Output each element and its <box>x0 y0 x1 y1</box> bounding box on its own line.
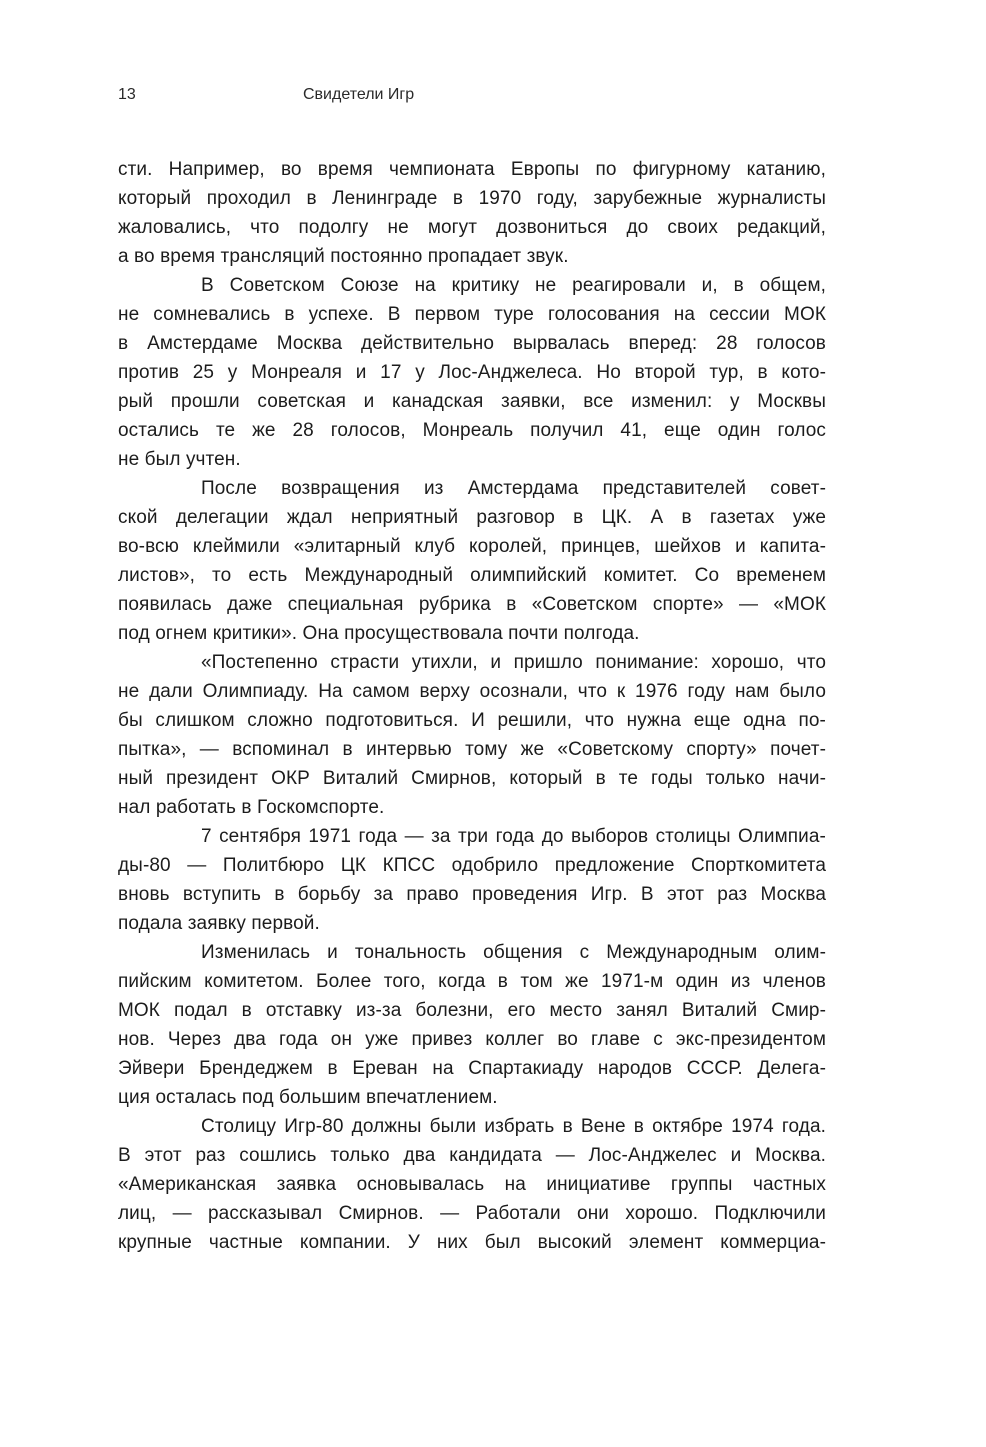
text-line: не был учтен. <box>118 449 241 470</box>
text-line: бы слишком сложно подготовиться. И решили, что нужна еще одна по- <box>118 710 826 731</box>
text-line: в Амстердаме Москва действительно вырвалась вперед: 28 голосов <box>118 333 826 354</box>
text-line: «Американская заявка основывалась на инициативе группы частных <box>118 1174 826 1195</box>
text-line: После возвращения из Амстердама представителей совет- <box>201 478 826 499</box>
text-line: листов», то есть Международный олимпийский комитет. Со временем <box>118 565 826 586</box>
paragraph <box>118 271 826 474</box>
text-line: во-всю клеймили «элитарный клуб королей, принцев, шейхов и капита- <box>118 536 826 557</box>
text-line: не сомневались в успехе. В первом туре голосования на сессии МОК <box>118 304 826 325</box>
paragraph <box>118 822 826 938</box>
paragraph <box>118 155 826 271</box>
text-line: нов. Через два года он уже привез коллег во главе с экс-президентом <box>118 1029 826 1050</box>
text-line: лиц, — рассказывал Смирнов. — Работали они хорошо. Подключили <box>118 1203 826 1224</box>
body-text <box>118 155 826 1257</box>
text-line: Изменилась и тональность общения с Международным олим- <box>201 942 826 963</box>
text-line: сти. Например, во время чемпионата Европы по фигурному катанию, <box>118 159 826 180</box>
paragraph <box>118 1112 826 1257</box>
text-line: против 25 у Монреаля и 17 у Лос-Анджелеса. Но второй тур, в кото- <box>118 362 826 383</box>
text-line: В этот раз сошлись только два кандидата — Лос-Анджелес и Москва. <box>118 1145 826 1166</box>
text-line: ской делегации ждал неприятный разговор в ЦК. А в газетах уже <box>118 507 826 528</box>
text-line: ный президент ОКР Виталий Смирнов, который в те годы только начи- <box>118 768 826 789</box>
text-line: В Советском Союзе на критику не реагировали и, в общем, <box>201 275 826 296</box>
text-line: «Постепенно страсти утихли, и пришло понимание: хорошо, что <box>201 652 826 673</box>
text-line: вновь вступить в борьбу за право проведения Игр. В этот раз Москва <box>118 884 826 905</box>
text-line: не дали Олимпиаду. На самом верху осознали, что к 1976 году нам было <box>118 681 826 702</box>
text-line: под огнем критики». Она просуществовала почти полгода. <box>118 623 640 644</box>
text-line: а во время трансляций постоянно пропадает звук. <box>118 246 569 267</box>
text-line: ция осталась под большим впечатлением. <box>118 1087 498 1108</box>
text-line: нал работать в Госкомспорте. <box>118 797 385 818</box>
text-line: МОК подал в отставку из-за болезни, его место занял Виталий Смир- <box>118 1000 826 1021</box>
text-line: Эйвери Брендеджем в Ереван на Спартакиаду народов СССР. Делега- <box>118 1058 826 1079</box>
text-line: остались те же 28 голосов, Монреаль получил 41, еще один голос <box>118 420 826 441</box>
paragraph <box>118 474 826 648</box>
text-line: Столицу Игр-80 должны были избрать в Вене в октябре 1974 года. <box>201 1116 826 1137</box>
text-line: появилась даже специальная рубрика в «Советском спорте» — «МОК <box>118 594 826 615</box>
text-line: пытка», — вспоминал в интервью тому же «Советскому спорту» почет- <box>118 739 826 760</box>
text-line: подала заявку первой. <box>118 913 320 934</box>
text-line: 7 сентября 1971 года — за три года до выборов столицы Олимпиа- <box>201 826 826 847</box>
paragraph <box>118 648 826 822</box>
paragraph <box>118 938 826 1112</box>
text-line: ды-80 — Политбюро ЦК КПСС одобрило предложение Спорткомитета <box>118 855 826 876</box>
text-line: рый прошли советская и канадская заявки, все изменил: у Москвы <box>118 391 826 412</box>
text-line: жаловались, что подолгу не могут дозвониться до своих редакций, <box>118 217 826 238</box>
page-number: 13 <box>118 86 136 103</box>
text-line: который проходил в Ленинграде в 1970 году, зарубежные журналисты <box>118 188 826 209</box>
text-line: крупные частные компании. У них был высокий элемент коммерциа- <box>118 1232 826 1253</box>
book-title: Свидетели Игр <box>303 86 415 103</box>
text-line: пийским комитетом. Более того, когда в том же 1971-м один из членов <box>118 971 826 992</box>
